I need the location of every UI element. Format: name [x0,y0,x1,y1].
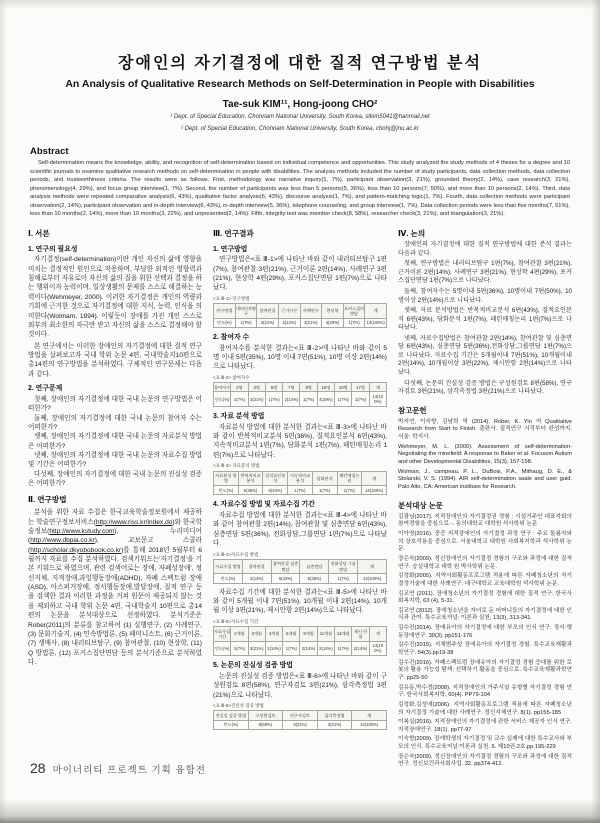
table-cell: 2(14%) [242,574,271,583]
results-sub5-heading: 5. 논문의 진실성 검증 방법 [213,662,293,670]
table-cell: 9명 [300,383,317,392]
table-row [214,392,387,407]
discussion-paragraph-0: 장애인의 자기결정에 대한 질적 연구방법에 대한 분석 결과는 다음과 같다. [398,241,572,257]
section-heading-intro: Ⅰ. 서론 [28,228,50,238]
page-footer [30,760,206,776]
column-right [398,229,572,771]
table-cell: 5(36%) [300,574,329,583]
table-cell: 제시 안함 [352,627,369,642]
research-questions-list [28,395,202,489]
section-heading-discussion: Ⅳ. 논의 [398,228,426,238]
table-cell: 삼각측정법 [317,711,352,720]
table-cell: 3(21%) [300,318,322,327]
table-cell: 1(7%) [335,392,352,407]
table-cell: 빈도(%) [214,392,231,407]
url-dbpia: http://www.dbpia.co.kr [30,537,95,545]
paper-header [0,0,600,134]
method-text: )를 통해 2018년 5월부터 6월까지 자료를 수집 분석하였다. 검색키워드는'자기결정'을 기본 키워드로 하였으며, 관련 검색어로는 장애, 자폐성장애', 정신지체, 지적장애,과잉행동장애(ADHD), 자폐 스펙트럼 장애(ASD), 아스퍼거장애, 정서행동장애,발달장애, 질적 연구 등을 검색한 결과 이러한 과정을 거쳐 원문이 제공되지 않는 것을 제외하고 국내 학위 논문 4편, 국내학술지 10편으로 총14편의 논문을 분석대상으로 선정하였다. 분석기준은 Rober(2011)의 분류를 참고하여 (1) 실행연구, (2) 사례연구, (3) 문화기술지, (4) 민속방법론, (5) 패미니스트, (6) 근거이론, (7) 생매사, (8) 내러티브탐구, (9) 참여관찰, (10) 현상학, (11) Q 방법론, (12) 포커스집단면담 등의 분석기준으로 분석하였다. [28,546,202,666]
table-cell: 3명 [248,383,265,392]
table-cell: 빈도(%) [214,318,236,327]
references-heading: 참고문헌 [398,405,427,415]
affiliation-2: ² Dept. of Special Education, Chonnam National University, South Korea, chohj@jnu.ac.kr [180,126,420,132]
table-cell: 참여자수 [214,383,231,392]
table-cell: 2개월 [231,627,248,642]
table-row [214,383,387,392]
table-cell: 2(14%) [265,641,282,656]
table-cell: 포커스집단면담 [343,304,365,319]
subsection-heading-necessity: 1. 연구의 필요성 [28,245,78,253]
table-row [214,304,387,319]
table-cell: 5(36%) [238,486,263,495]
section-heading-method: Ⅱ. 연구방법 [28,495,67,505]
table-cell: 반복적비교 분석 [238,471,263,486]
table-caption-1: <표 Ⅲ-1> 연구방법 [213,295,250,301]
table-cell: 자료수집 기간 [214,627,231,642]
method-paragraph [28,508,202,667]
table-cell: 9개월 [300,627,317,642]
research-question: 둘째, 장애인의 자기결정에 대한 국내 논문의 참여자 수는 어떠한가? [28,414,202,431]
results-sub4-heading: 4. 자료수집 방법 및 자료수집 기간 [213,501,315,509]
table-row [214,486,387,495]
table-cell: 17명 [352,383,369,392]
table-cell: 14(100%) [369,641,386,656]
table-cell: 4개월 [265,627,282,642]
table-cell: 계 [358,559,387,574]
table-cell: 2(14%) [300,641,317,656]
column-left [28,229,202,670]
table-cell: 빈도(%) [214,720,249,729]
method-text: ), 교보문고 스콜라( [28,537,202,554]
table-analysis-methods [213,471,387,496]
analyzed-paper-item: 김교연 (2011). 장애청소년의 자기결정 경험에 대한 질적 연구. 한국사회복지학, 63 (4), 5-31. [398,590,572,605]
discussion-paragraph-2: 둘째, 참여자수는 5명이내 5편(36%), 10명이내 7편(50%), 10명이상 2편(14%)으로 나타났다. [398,288,572,304]
analyzed-paper-item: 김수진(2016). 자폐스펙트럼 장애유아의 자기결정 경험 증대를 위한 로봇의 활용 가능성 탐색: 선택하기 활동을 중심으로. 특수교육재활과학연구. pp25-50 [398,659,572,681]
analyzed-papers-list [398,514,572,769]
abstract-heading: Abstract [30,146,69,157]
table-cell: 참여관찰 심층면담 [271,559,300,574]
table-cell: 5명 [265,383,282,392]
table-caption-6: <표 Ⅲ-6>진실성 검증 방법 [213,703,264,709]
table-cell: 1(7%) [335,641,352,656]
table-cell: 14(100%) [358,574,387,583]
table-research-methods [213,303,387,328]
table-cell: 1(7%) [288,486,313,495]
results-sub4-paragraph-2: 자료수집 기간에 대한 분석한 결과는<표 Ⅲ-5>에 나타난 바와 같이 5개월 이내 7편(51%), 10개월 이내 2편(14%), 10개월 이상 3편(21%), 제시안함 2편(14%)으로 나타났다. [213,588,387,615]
table-cell: 빈도(%) [214,574,243,583]
abstract-section [30,146,570,219]
method-text: )와 한국학술정보( [28,518,202,535]
table-cell: 7명 [283,383,300,392]
table-cell: 질적요인분 석 [263,471,288,486]
research-question: 셋째, 장애인의 자기결정에 대한 국내 논문의 자료분석 방법은 어떠한가? [28,433,202,450]
results-sub3-heading: 3. 자료 분석 방법 [213,412,265,420]
table-cell: 4(29%) [317,392,334,407]
discussion-paragraph-1: 첫째, 연구방법은 내러티브탐구 1편(7%), 참여관찰 3편(21%), 근거이론 2편(14%), 사례연구 3편(21%), 현상학 4편(29%), 포커스집단면담 1편(7%)으로 나타났다. [398,260,572,285]
three-column-body [28,229,572,771]
table-row [214,574,387,583]
table-cell: 근거이론 [278,304,300,319]
analyzed-paper-item: 김정화(2005). 지역사회활동프로그램 적용에 따른 자폐청소년의 자기결정기술에 대한 사례연구. 대구대학교 교육대학원 석사학위 논문. [398,573,572,587]
table-row [214,720,387,729]
research-question: 다섯째, 장애인의 자기결정에 대한 국내 논문의 진실성 검증은 어떠한가? [28,470,202,488]
url-kyobo-scholar: http://scholar.dkyobobook.co.kr [30,546,122,554]
table-cell: 1(7%) [329,574,358,583]
research-question: 첫째, 장애인의 자기결정에 대한 국내 논문의 연구방법은 어떠한가? [28,395,202,413]
table-cell: 심층면담 [300,559,329,574]
table-cell: 전화상담 그룹면담 [329,559,358,574]
table-collection-methods [213,559,387,584]
table-cell: 14(100%) [369,392,386,407]
table-cell: 계 [352,711,387,720]
analyzed-paper-item: 김광님(2017). 지적장애인의 자기결정권 경험 : 시설거주인 대표자회의 참여경험을 중심으로 -. 동의대학교 대학원 석사학위 논문 [398,513,572,528]
discussion-paragraph-4: 넷째, 자료수집방법은 참여관찰 2편(14%), 참여관찰 및 심층면담 6편(43%), 심층면담 5편(36%),전화상담,그룹면담 1편(7%)으로 나타났다. 자료수집 기간은 5개월이내 7편(51%), 10개월이내 2편(14%), 10개월이상 3편(22%), 제시안함 2편(14%)으로 나타났다. [398,334,572,376]
references-list [398,419,572,492]
analyzed-paper-item: 김정화,김성애(2006). 지역사회활동프로그램 적용에 따른 자폐청소년의 자기결정 기술에 대한 사례연구. 정신지체연구. 8(1). pp155-185 [398,701,572,716]
table-cell: 빈도(%) [214,486,239,495]
table-cell: 계 [365,304,387,319]
table-cell: 13개월 [335,627,352,642]
table-cell: 내러티브탐구 [235,304,257,319]
table-cell: 3(21%) [283,720,318,729]
analyzed-paper-item: 이숙향(2009). 장애학생의 자기결정 및 교수 실제에 대한 특수교사와 부모의 인식. 특수교육저널:이론과 실천. 6. 제10권.2호.pp 195-229 [398,736,572,751]
analyzed-paper-item: 장은숙(2009). 정신장애인의 자기결정 경험의 구조와 과정에 대한 질적연구. 숭실대학교 대학 원 박사학위 논문. [398,556,572,570]
reference-item: Wolman, J., campeau, P. L., DuBois, P.A., Mithaug, D. E., & Stolarski, V. S. (1994). AIR self-determination saale and user guid. Palo Alto, CA: American institues for Research. [398,468,572,490]
method-text: 분석을 위한 자료 수집은 한국교육학술정보원에서 제공하는 학술연구정보서비스( [28,509,202,526]
table-caption-2: <표 Ⅲ-2> 참여자수 [213,374,250,380]
results-sub2-paragraph: 참여자수를 분석한 결과는<표 Ⅲ-2>에 나타난 바와 같이 5명 이내 5편(35%), 10명 이내 7편(51%), 10명 이상 2편(14%)으로 나타났다. [213,344,387,371]
results-sub1-heading: 1. 연구방법 [213,245,248,253]
table-cell: 1(7%) [312,486,337,495]
table-cell: 4(29%) [322,318,344,327]
table-cell: 계 [369,383,386,392]
table-participants [213,382,387,407]
table-cell: 14(100%) [352,720,387,729]
analyzed-papers-heading: 분석대상 논문 [398,500,443,510]
analyzed-paper-item: 김유동,박수경(2008). 지적장애인의 거주시설 유형별 자기결정 경험 연구. 한국사회복지학, 60(4). PP79-104 [398,684,572,699]
table-cell: 1(7%) [283,641,300,656]
table-cell: 3(21%) [248,641,265,656]
url-riss: http://www.riss.kr/index.do [95,518,173,526]
table-cell: 계 [362,471,387,486]
table-cell: 자료수집 방법 [214,559,243,574]
table-cell: 진실성 검증 방법 [214,711,249,720]
url-kstudy: http://www.kstudy.com [49,527,115,535]
section-heading-results: Ⅲ. 연구결과 [213,228,254,238]
page-number: 28 [30,760,46,776]
footer-text: 마이너리티 프로젝트 기획 융합전 [52,765,206,776]
table-cell: 1(7%) [343,318,365,327]
discussion-paragraph-3: 셋째, 자료 분석방법은 반복적비교분석 6편(43%), 질적요인분석 6편(43%), 담화분석 1편(7%), 패턴매칭논리 1편(7%)으로 나타났다. [398,307,572,332]
table-cell: 2명 [231,383,248,392]
authors-line: Tae-suk KIM¹¹, Hong-joong CHO² [222,99,378,110]
results-sub1-paragraph: 연구방법은<표 Ⅲ-1>에 나타난 바와 같이 내러티브탐구 1편(7%), 참여관찰 3편(21%), 근거이론 2편(14%), 사례연구 3편(21%), 현상학 4편(29%), 포커스집단면담 1편(7%)으로 나타났다. [213,256,387,292]
table-row [214,559,387,574]
table-cell: 3개월 [248,627,265,642]
table-cell: 14(100%) [365,318,387,327]
page-title-english: An Analysis of Qualitative Research Methods on Self-Determination in People with Disabilities [65,78,535,90]
table-cell: 패턴매칭논 리 [337,471,362,486]
table-cell: 6(43%) [263,486,288,495]
table-cell: 1(7%) [352,392,369,407]
table-row [214,711,387,720]
analyzed-paper-item: 김수진(2015). 지체범주성 장애유아의 자기결정 경험. 특수교육재활과학연구. 54(3).pp19-38 [398,642,572,657]
analyzed-paper-item: 김교연 (2012). 장애청소년을 자녀로 둔 어머니들의 자기결정에 대한 인식과 관여. 특수교육저널: 이론과 실천, 13(3), 313-341. [398,607,572,622]
table-cell: 2(14%) [283,392,300,407]
table-cell: 8(58%) [248,720,283,729]
table-cell: 10명 [335,383,352,392]
table-cell: 5개월 [283,627,300,642]
table-cell: 1(7%) [231,641,248,656]
results-sub3-paragraph: 자료분석 방법에 대한 분석한 결과는<표 Ⅲ-3>에 나타난 바와 같이 반복적비교분석 5편(36%), 질적요인분석 6편(43%),지속적비교분석 1편(7%), 담화분석 1편(7%), 패턴매칭논리 1편(7%)으로 나타났다. [213,423,387,459]
table-cell: 3(21%) [248,392,265,407]
analyzed-paper-item: 이복실(2016). 지적장애인의 자기결정에 관한 서비스 제공자 인식 연구. 지적장애연구. 18(1). pp77-97 [398,719,572,733]
table-cell: 참여관찰 [257,304,279,319]
table-cell: 1(7%) [300,392,317,407]
table-cell: 3(21%) [317,720,352,729]
table-row [214,627,387,642]
analyzed-paper-item: 김수진(2014). 장애유아의 자기결정에 대한 부모의 인식 연구. 정서·행동장애연구. 30(3). pp151-176 [398,625,572,639]
table-cell: 참여관찰 [242,559,271,574]
table-cell: 11개월 [317,627,334,642]
table-caption-5: <표 Ⅲ-5>자료수집 기간 [213,618,259,624]
table-row [214,318,387,327]
analyzed-paper-item: 장은숙(2009). 정신장애인의 자기결정 경험의 구조와 과정에 대한 질적연구. 정신보건과사회사업. 32. pp374-412. [398,753,572,768]
table-cell: 1(7%) [231,392,248,407]
table-cell: 자료분석 방법 [214,471,239,486]
method-text: ), 누리미디어( [28,527,202,545]
table-cell: 6(43%) [271,574,300,583]
reference-item: Wehmeyer, M. L. (2000). Assessment of self-determination-Negotiating the minefield: A response to Baker et al. Focuson Autism and other Developmental Disabilities, 15(3), 157-158. [398,443,572,466]
table-cell: 지속적비교 분석 [288,471,313,486]
intro-paragraph-1: 자기결정(self-determination)이란 개인 자신의 삶에 영향을 미치는 결정적인 원인으로 작용하며, 부당한 외적인 영향력과 침해로부터 자유로이 자신의 삶의 질을 위한 선택과 결정을 하는 행위이자 능력이며, 일상생활의 문제를 스스로 해결하는 능력이다(Wehmeyer, 2000). 이러한 자기결정은 개인의 역량과 기회에 근거한 것으로 자기결정에 대한 지식, 능력, 인식을 의미한다(Wolmam, 1994). 이렇듯이 장애를 가진 개인 스스로 외부의 최소한의 자극만 받고 자신의 삶을 스스로 결정해야 할 것이다. [28,256,202,339]
table-cell: 담화분석 [312,471,337,486]
table-cell: 14(100%) [362,486,387,495]
intro-paragraph-2: 본 연구에서는 이러한 장애인의 자기결정에 대한 질적 연구방법을 살펴보고자 국내 학위 논문 4편, 국내학술지10편으로 총14편의 연구방법을 분석하였다. 구체적인 연구문제는 다음과 같다. [28,342,202,378]
table-cell: 구성원검토 [248,711,283,720]
table-row [214,471,387,486]
table-cell: 계 [369,627,386,642]
results-sub5-paragraph: 논문의 진실성 검증 방법은<표 Ⅲ-6>에 나타난 바와 같이 구성원검토 8편(58%), 연구자검토 3편(21%), 삼각측정법 3편(21%)으로 나타났다. [213,672,387,699]
table-row [214,641,387,656]
table-cell: 2(14%) [317,641,334,656]
table-cell: 사례연구 [300,304,322,319]
table-cell: 1(7%) [337,486,362,495]
table-trustworthiness [213,710,387,730]
table-cell: 10명 [317,383,334,392]
table-cell: 2(14%) [278,318,300,327]
table-cell: 3(21%) [257,318,279,327]
analyzed-paper-item: 이아영(2016). 중증 지적장애인의 자기결정 과정 연구 : 주요 돌봄자와의 상호작용을 중심으로. 서울대학교 대학원 사회복지학과 석사학위 논문. [398,531,572,553]
abstract-body: Self-determination means the knowledge, ability, and recognition of self-determination based on individual competence and opportunities. This study analyzed the study methods of 4 theses for a degree and 10 scientific journals to examine qualitative research methods on self-determination in people with disabilities. The analysis methods included the number of study participants, data collection methods, data collection periods, and trustworthiness criteria. The results were as follows. First, methodology was narrative inquiry(1, 7%), participant observation(3, 21%), grounded theory(2, 14%), case research(3, 21%), phenomenology(4, 29%), and focus group interview(1, 7%). Second, the number of participants was less than 5 persons(5, 36%), less than 10 persons(7, 50%), and more than 10 persons(2, 14%). Third, data analysis methods were repeated comparative analysis(6, 43%), qualitative factor analysis(6, 43%), discourse analysis(1, 7%), and pattern-matching logic(1, 7%). Fourth, data collection methods were participant observation(2, 14%), participant observation and in-depth interview(6, 43%), in-depth interview(5, 36%), telephone counseling, and group interview(1, 7%). Data collection periods were less than five months(7, 51%), less than 10 months(2, 14%), more than 10 months(3, 22%), and unpresented(2, 14%). Fifth, integrity test was member check(8, 58%), researcher check(3, 21%), and triangulation(3, 21%). [30,160,570,218]
table-caption-3: <표 Ⅲ-3> 자료분석 방법 [213,463,260,469]
subsection-heading-questions: 2. 연구문제 [28,385,63,393]
table-collection-periods [213,626,387,656]
table-cell: 연구자검토 [283,711,318,720]
table-cell: 1(7%) [265,392,282,407]
reference-item: 박지연, 이숙향, 김남희 역 (2014). Rober, K. Yin 저 Qualitative Research from Start to Finish. 출판사. 질적연구 시작부터 완성까지. 서울: 학지사. [398,418,572,441]
results-sub2-heading: 2. 참여자 수 [213,333,250,341]
table-caption-4: <표 Ⅲ-4>자료수집 방법 [213,551,259,557]
table-cell: 2(14%) [352,641,369,656]
scan-edge-bottom [0,799,600,823]
page-title-korean: 장애인의 자기결정에 대한 질적 연구방법 분석 [118,55,482,72]
table-cell: 연구방법 [214,304,236,319]
table-cell: 빈도(%) [214,641,231,656]
research-question: 넷째, 장애인의 자기결정에 대한 국내 논문의 자료수집 방법 및 기간은 어떠한가? [28,452,202,469]
table-cell: 현상학 [322,304,344,319]
column-middle [213,229,387,734]
discussion-paragraph-5: 다섯째, 논문의 진실성 검증 방법은 구성원검토 8편(58%), 연구자검토 3편(21%), 삼각측정법 3편(21%)으로 나타났다. [398,379,572,396]
affiliation-1: ¹ Dept. of Special Education, Chonnam National University, South Korea, stkim5041@hanmail.net [170,114,430,120]
table-cell: 1(7%) [235,318,257,327]
results-sub4-paragraph-1: 자료수집 방법에 대한 분석한 결과는<표 Ⅲ-4>에 나타난 바와 같이 참여관찰 2편(14%), 참여관찰 및 심층면담 6편(43%), 심층면담 5편(36%), 전화상담,그룹면담 1편(7%)으로 나타났다. [213,512,387,548]
